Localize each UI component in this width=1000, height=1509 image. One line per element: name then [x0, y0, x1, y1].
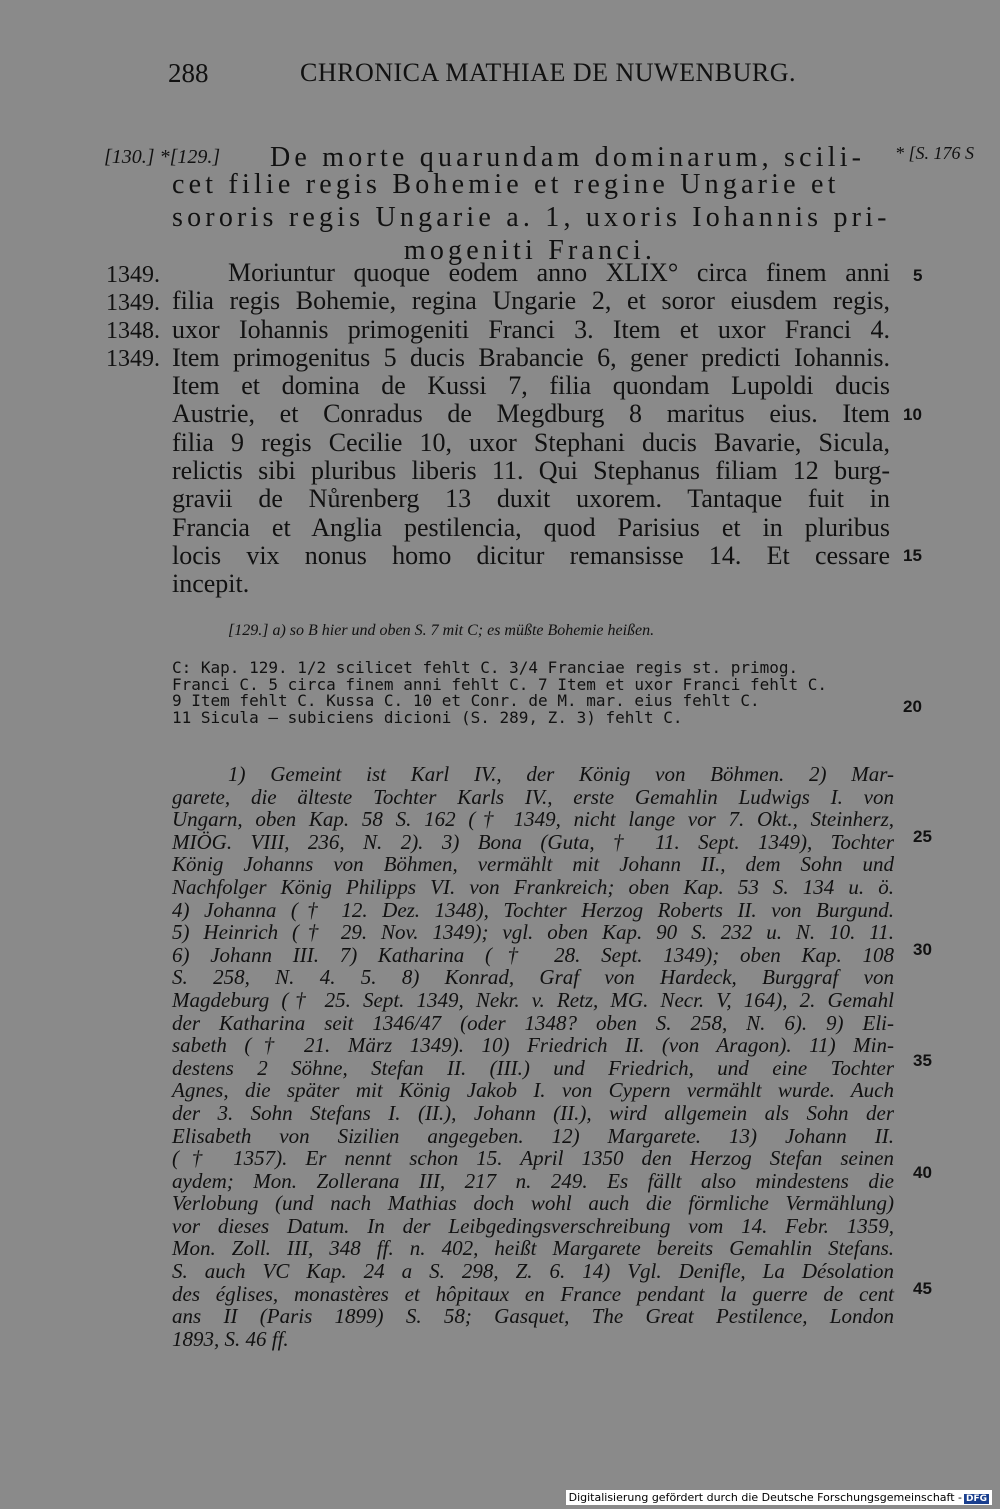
variant-apparatus	[172, 660, 892, 726]
variant-line: 11 Sicula — subiciens dicioni (S. 289, Z. 3) fehlt C.	[172, 707, 683, 727]
variant-line: Franci C. 5 circa finem anni fehlt C. 7 Item et uxor Franci fehlt C.	[172, 674, 828, 694]
line-number: 10	[903, 405, 922, 424]
text-line: locis vix nonus homo dicitur remansisse 14. Et cessare	[172, 540, 890, 570]
note-line: 1893, S. 46 ff.	[172, 1326, 289, 1351]
explanatory-notes	[172, 763, 894, 1350]
note-line: Mon. Zoll. III, 348 ff. n. 402, heißt Margarete bereits Gemahlin Stefans.	[172, 1236, 894, 1261]
note-line: († 1357). Er nennt schon 15. April 1350 den Herzog Stefan seinen	[172, 1146, 894, 1171]
note-line: garete, die älteste Tochter Karls IV., erste Gemahlin Ludwigs I. von	[172, 784, 894, 809]
note-line: 4) Johanna († 12. Dez. 1348), Tochter Herzog Roberts II. von Burgund.	[172, 897, 894, 922]
note-line: Ungarn, oben Kap. 58 S. 162 († 1349, nicht lange vor 7. Okt., Steinherz,	[172, 807, 894, 832]
note-line: 5) Heinrich († 29. Nov. 1349); vgl. oben Kap. 90 S. 232 u. N. 10. 11.	[172, 920, 894, 945]
text-line: Francia et Anglia pestilencia, quod Parisius et in pluribus	[172, 512, 890, 542]
note-line: S. 258, N. 4. 5. 8) Konrad, Graf von Hardeck, Burggraf von	[172, 965, 894, 990]
note-line: Nachfolger König Philipps VI. von Frankreich; oben Kap. 53 S. 134 u. ö.	[172, 874, 894, 899]
text-line: relictis sibi pluribus liberis 11. Qui Stephanus filiam 12 burg-	[172, 456, 890, 486]
chapter-heading-cont	[172, 168, 891, 267]
line-number: 40	[913, 1163, 932, 1182]
line-number: 45	[913, 1279, 932, 1298]
dfg-logo: DFG	[965, 1494, 987, 1504]
margin-year: 1349.	[106, 346, 160, 372]
heading-line: De morte quarundam dominarum, scili-	[270, 142, 866, 173]
text-line: Moriuntur quoque eodem anno XLIX° circa finem anni	[228, 258, 890, 287]
note-line: 1) Gemeint ist Karl IV., der König von Böhmen. 2) Mar-	[228, 762, 894, 786]
note-line: sabeth († 21. März 1349). 10) Friedrich II. (von Aragon). 11) Min-	[172, 1033, 894, 1058]
note-line: vor dieses Datum. In der Leibgedingsverschreibung vom 14. Febr. 1359,	[172, 1213, 894, 1238]
text-line: gravii de Nůrenberg 13 duxit uxorem. Tantaque fuit in	[172, 484, 890, 514]
heading-line: sororis regis Ungarie a. 1, uxoris Iohannis pri-	[172, 202, 891, 233]
running-title: CHRONICA MATHIAE DE NUWENBURG.	[300, 58, 796, 87]
text-line: Item primogenitus 5 ducis Brabancie 6, gener predicti Iohannis.	[172, 342, 890, 372]
line-number: 25	[913, 827, 932, 846]
text-line: filia regis Bohemie, regina Ungarie 2, et soror eiusdem regis,	[172, 286, 890, 316]
note-line: aydem; Mon. Zollerana III, 217 n. 249. Es fällt also mindestens die	[172, 1168, 894, 1193]
heading-line: cet filie regis Bohemie et regine Ungarie et	[172, 169, 840, 200]
line-number: 20	[903, 697, 922, 716]
text-line: incepit.	[172, 569, 250, 599]
main-text	[172, 259, 890, 599]
note-line: Verlobung (und nach Mathias doch wohl auch die förmliche Vermählung)	[172, 1191, 894, 1216]
text-line: Item et domina de Kussi 7, filia quondam Lupoldi ducis	[172, 371, 890, 401]
margin-year: 1348.	[106, 318, 160, 344]
line-number: 30	[913, 940, 932, 959]
credit-text: Digitalisierung gefördert durch die Deutsche Forschungsgemeinschaft -	[568, 1491, 962, 1504]
variant-line: 9 Item fehlt C. Kussa C. 10 et Conr. de M. mar. eius fehlt C.	[172, 691, 760, 710]
variant-line: C: Kap. 129. 1/2 scilicet fehlt C. 3/4 Franciae regis st. primog.	[172, 658, 799, 677]
note-line: destens 2 Söhne, Stefan II. (III.) und Friedrich, und eine Tochter	[172, 1055, 894, 1080]
line-number: 35	[913, 1051, 932, 1070]
page-number: 288	[168, 58, 209, 88]
margin-year: 1349.	[106, 290, 160, 316]
note-line: S. auch VC Kap. 24 a S. 298, Z. 6. 14) Vgl. Denifle, La Désolation	[172, 1259, 894, 1284]
text-line: Austrie, et Conradus de Megdburg 8 maritus eius. Item	[172, 399, 890, 429]
note-line: MIÖG. VIII, 236, N. 2). 3) Bona (Guta, † 11. Sept. 1349), Tochter	[172, 829, 894, 854]
digitization-credit	[566, 1490, 992, 1505]
note-line: Elisabeth von Sizilien angegeben. 12) Margarete. 13) Johann II.	[172, 1123, 894, 1148]
note-line: ans II (Paris 1899) S. 58; Gasquet, The Great Pestilence, London	[172, 1304, 894, 1329]
line-number: 15	[903, 546, 922, 565]
note-line: des églises, monastères et hôpitaux en France pendant la guerre de cent	[172, 1281, 894, 1306]
heading-line: mogeniti Franci.	[403, 235, 657, 266]
footnote-a: [129.] a) so B hier und oben S. 7 mit C; es müßte Bohemie heißen.	[228, 622, 655, 639]
note-line: 6) Johann III. 7) Katharina († 28. Sept. 1349); oben Kap. 108	[172, 942, 894, 967]
note-line: Magdeburg († 25. Sept. 1349, Nekr. v. Retz, MG. Necr. V, 164), 2. Gemahl	[172, 987, 894, 1012]
margin-note: * [S. 176 S	[895, 143, 975, 163]
chapter-tag: [130.] *[129.]	[104, 146, 221, 168]
text-line: filia 9 regis Cecilie 10, uxor Stephani ducis Bavarie, Sicula,	[172, 427, 890, 457]
text-line: uxor Iohannis primogeniti Franci 3. Item et uxor Franci 4.	[172, 314, 890, 344]
note-line: der 3. Sohn Stefans I. (II.), Johann (II.), wird allgemein als Sohn der	[172, 1100, 894, 1125]
note-line: Agnes, die später mit König Jakob I. von Cypern vermählt wurde. Auch	[172, 1078, 894, 1103]
margin-year: 1349.	[106, 262, 160, 288]
note-line: König Johanns von Böhmen, vermählt mit Johann II., dem Sohn und	[172, 852, 894, 877]
note-line: der Katharina seit 1346/47 (oder 1348? oben S. 258, N. 6). 9) Eli-	[172, 1010, 894, 1035]
line-number: 5	[913, 266, 923, 285]
